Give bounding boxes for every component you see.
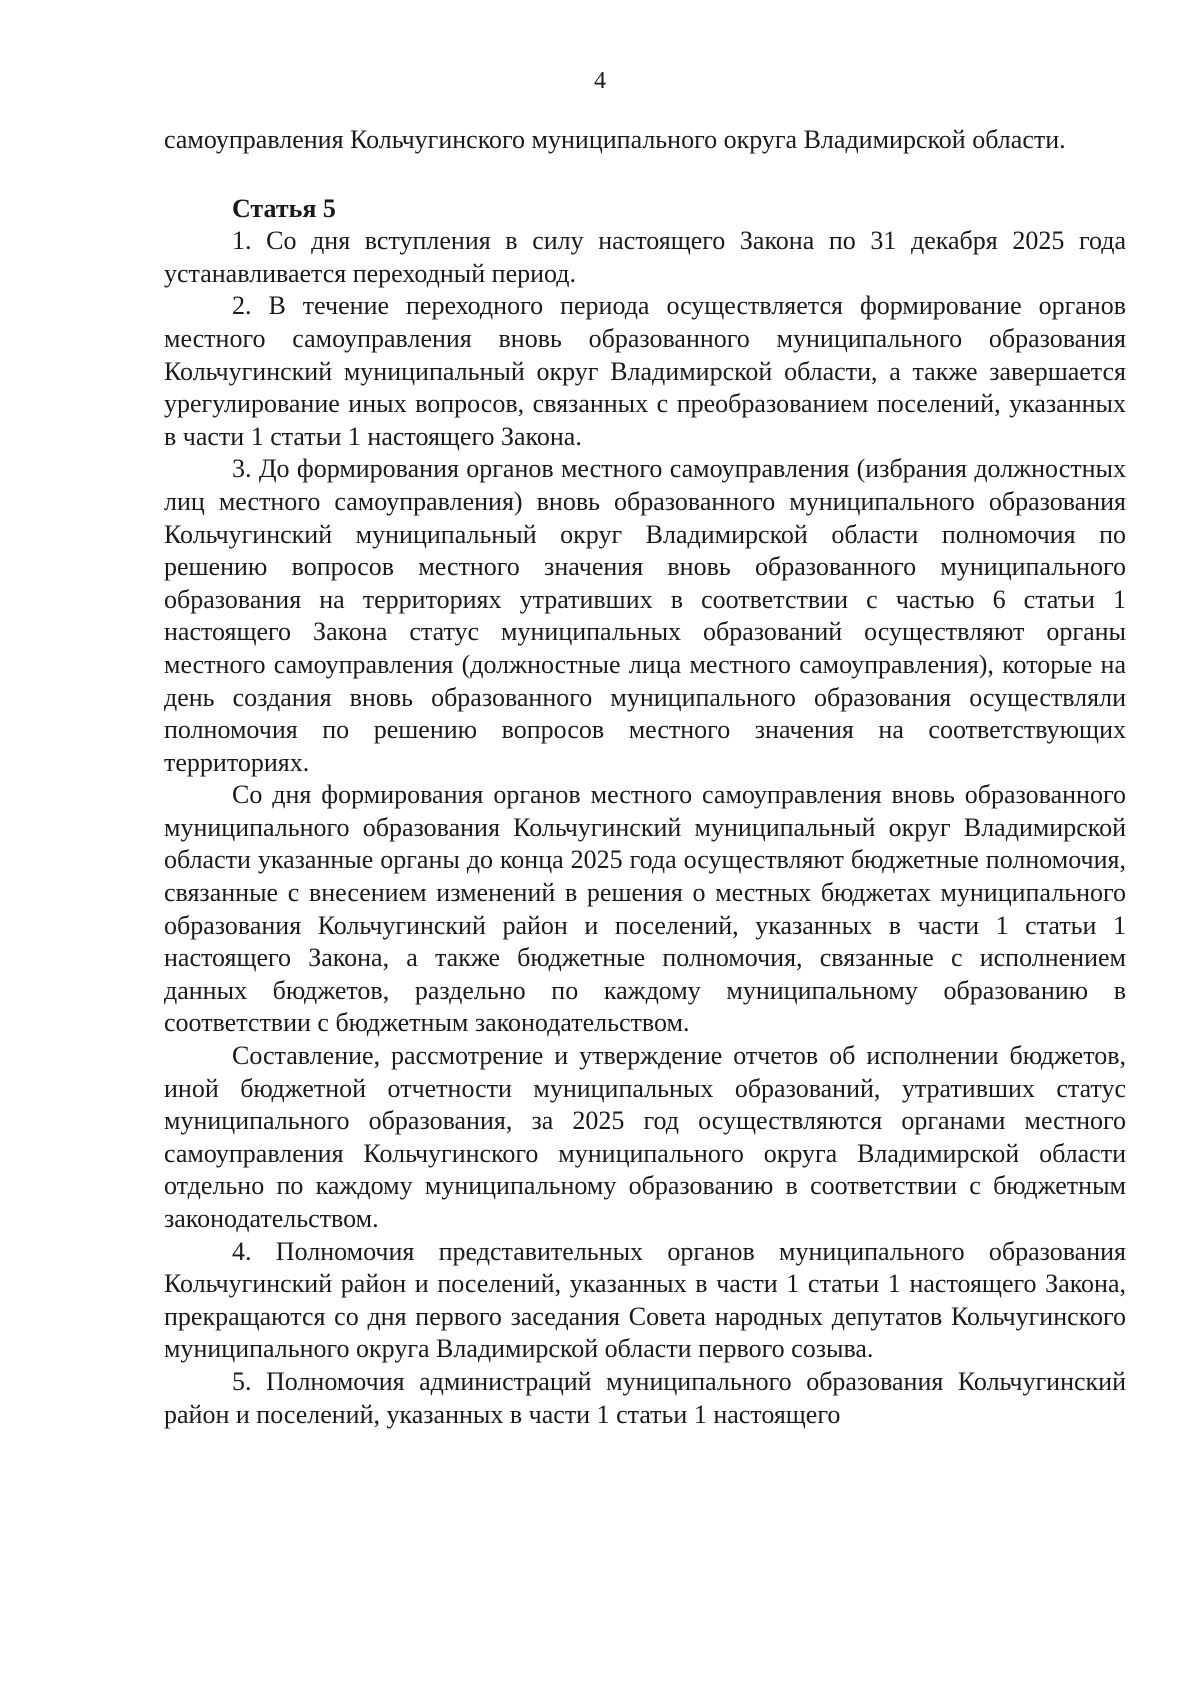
paragraph-1: 1. Со дня вступления в силу настоящего Закона по 31 декабря 2025 года устанавливается переходный период. [164,226,1126,288]
paragraph-2: 2. В течение переходного периода осуществляется формирование органов местного самоуправления вновь образованного муниципального образования Кольчугинский муниципальный округ Владимирской области, а также завершается урегулирование иных вопросов, связанных с преобразованием поселений, указанных в части 1 статьи 1 настоящего Закона. [164,291,1126,451]
article-title: Статья 5 [232,193,336,223]
paragraph-4: 4. Полномочия представительных органов муниципального образования Кольчугинский район и поселений, указанных в части 1 статьи 1 настоящего Закона, прекращаются со дня первого заседания Совета народных депутатов Кольчугинского муниципального округа Владимирской области первого созыва. [164,1236,1126,1364]
page-number: 4 [594,68,606,94]
paragraph-3-budget: Со дня формирования органов местного самоуправления вновь образованного муниципального образования Кольчугинский муниципальный округ Владимирской области указанные органы до конца 2025 года осуществляют бюджетные полномочия, связанные с внесением изменений в решения о местных бюджетах муниципального образования Кольчугинский район и поселений, указанных в части 1 статьи 1 настоящего Закона, а также бюджетные полномочия, связанные с исполнением данных бюджетов, раздельно по каждому муниципальному образованию в соответствии с бюджетным законодательством. [164,780,1126,1038]
paragraph-3: 3. До формирования органов местного самоуправления (избрания должностных лиц местного самоуправления) вновь образованного муниципального образования Кольчугинский муниципальный округ Владимирской области полномочия по решению вопросов местного значения вновь образованного муниципального образования на территориях утративших в соответствии с частью 6 статьи 1 настоящего Закона статус муниципальных образований осуществляют органы местного самоуправления (должностные лица местного самоуправления), которые на день создания вновь образованного муниципального образования осуществляли полномочия по решению вопросов местного значения на соответствующих территориях. [164,454,1126,777]
intro-paragraph: самоуправления Кольчугинского муниципального округа Владимирской области. [164,125,1066,154]
document-body [164,124,1126,1431]
paragraph-3-reports: Составление, рассмотрение и утверждение отчетов об исполнении бюджетов, иной бюджетной отчетности муниципальных образований, утративших статус муниципального образования, за 2025 год осуществляются органами местного самоуправления Кольчугинского муниципального округа Владимирской области отдельно по каждому муниципальному образованию в соответствии с бюджетным законодательством. [164,1041,1126,1233]
paragraph-5: 5. Полномочия администраций муниципального образования Кольчугинский район и поселений, указанных в части 1 статьи 1 настоящего [164,1366,1126,1429]
